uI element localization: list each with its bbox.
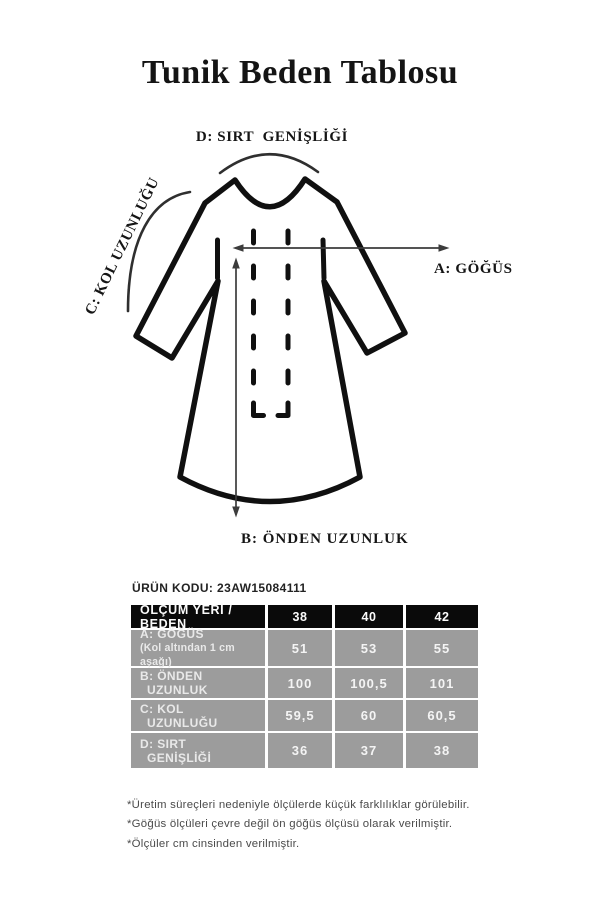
- page-title: Tunik Beden Tablosu: [141, 54, 459, 91]
- table-row-label-sleeve-length: [131, 700, 265, 731]
- back-width-label: D: SIRT GENİŞLİĞİ: [195, 129, 349, 145]
- row-label-line1: B: ÖNDEN: [140, 669, 203, 683]
- table-value: 100: [268, 668, 332, 698]
- footnote-production: *Üretim süreçleri nedeniyle ölçülerde küçük farklılıklar görülebilir.: [127, 799, 470, 811]
- table-value: 53: [335, 630, 403, 666]
- right-armhole-seam: [323, 240, 324, 278]
- chest-label: A: GÖĞÜS: [434, 261, 513, 277]
- table-value: 55: [406, 630, 478, 666]
- row-label-line2: UZUNLUĞU: [147, 715, 218, 730]
- table-header-size-40: 40: [335, 605, 403, 628]
- product-code: ÜRÜN KODU: 23AW15084111: [132, 581, 307, 595]
- table-value: 101: [406, 668, 478, 698]
- table-header-size-42: 42: [406, 605, 478, 628]
- table-header-measure: ÖLÇÜM YERİ / BEDEN: [131, 605, 265, 628]
- table-value: 38: [406, 733, 478, 768]
- chest-arrow: [233, 244, 450, 252]
- table-value: 60,5: [406, 700, 478, 731]
- row-label-line1: C: KOL: [140, 701, 184, 716]
- row-label-line1: A: GÖĞÜS: [140, 627, 204, 641]
- table-value: 37: [335, 733, 403, 768]
- table-value: 51: [268, 630, 332, 666]
- table-value: 59,5: [268, 700, 332, 731]
- table-row-label-chest: [131, 627, 265, 668]
- front-length-arrow: [232, 258, 240, 518]
- placket-corner-right: [278, 403, 288, 416]
- row-label-line2: (Kol altından 1 cm aşağı): [140, 642, 235, 668]
- table-value: 100,5: [335, 668, 403, 698]
- footnote-chest: *Göğüs ölçüleri çevre değil ön göğüs ölçüsü olarak verilmiştir.: [127, 818, 453, 831]
- footnote-units: *Ölçüler cm cinsinden verilmiştir.: [127, 837, 300, 850]
- front-length-label: B: ÖNDEN UZUNLUK: [241, 531, 409, 547]
- table-value: 36: [268, 733, 332, 768]
- placket-corner-left: [254, 403, 264, 416]
- size-table: [131, 602, 478, 768]
- table-value: 60: [335, 700, 403, 731]
- garment-outline: [136, 179, 405, 502]
- sleeve-length-label: C: KOL UZUNLUĞU: [82, 175, 163, 318]
- back-width-arc: [220, 154, 318, 173]
- footnotes: [127, 796, 470, 854]
- table-header-size-38: 38: [268, 605, 332, 628]
- table-row-label-front-length: [131, 668, 265, 698]
- table-row-label-back-width: [131, 733, 265, 768]
- row-label-line2: UZUNLUK: [147, 683, 208, 697]
- row-label-line2: GENİŞLİĞİ: [147, 750, 212, 765]
- row-label-line1: D: SIRT: [140, 736, 187, 751]
